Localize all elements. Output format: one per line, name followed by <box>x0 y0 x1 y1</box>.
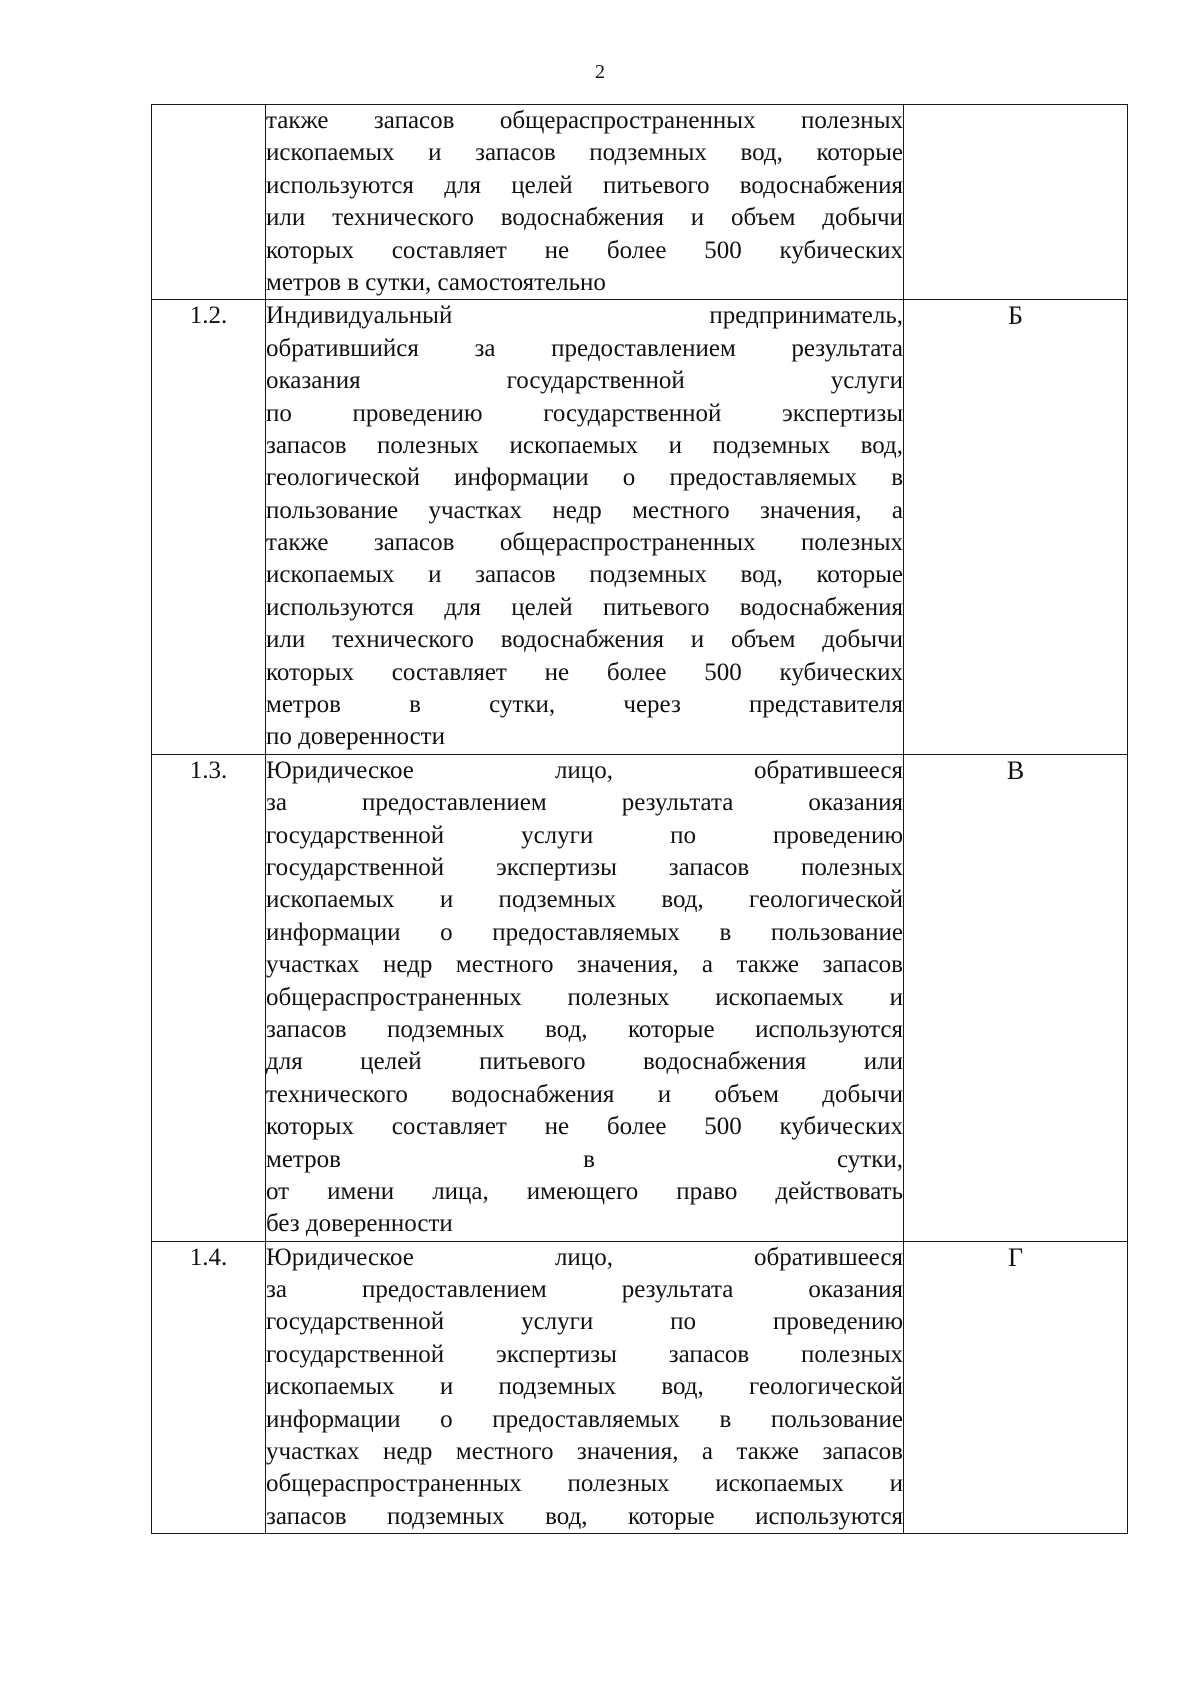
description-line: общераспространенных полезных ископаемых и <box>266 1470 903 1498</box>
description-line: пользование участках недр местного значения, а <box>266 496 903 524</box>
description-line: общераспространенных полезных ископаемых и <box>266 983 903 1011</box>
description-cell <box>266 754 904 1241</box>
description-line: за предоставлением результата оказания <box>266 789 903 817</box>
description-line: которых составляет не более 500 кубических <box>266 1113 903 1141</box>
description-cell <box>266 1241 904 1534</box>
description-line: метров в сутки, <box>266 1145 903 1173</box>
description-line: информации о предоставляемых в пользование <box>266 918 903 946</box>
category-code-cell: Г <box>904 1241 1128 1534</box>
description-line: ископаемых и подземных вод, геологической <box>266 1373 903 1401</box>
description-line: запасов подземных вод, которые используются <box>266 1502 903 1530</box>
description-cell <box>266 300 904 754</box>
description-line: ископаемых и запасов подземных вод, которые <box>266 139 903 167</box>
table-row <box>152 300 1128 754</box>
category-code-cell: В <box>904 754 1128 1241</box>
description-line: ископаемых и запасов подземных вод, которые <box>266 561 903 589</box>
description-line: технического водоснабжения и объем добычи <box>266 1080 903 1108</box>
description-line: Юридическое лицо, обратившееся <box>266 1243 903 1271</box>
description-line: без доверенности <box>266 1210 453 1238</box>
description-line: обратившийся за предоставлением результата <box>266 334 903 362</box>
description-line: или технического водоснабжения и объем добычи <box>266 626 903 654</box>
description-line: ископаемых и подземных вод, геологической <box>266 886 903 914</box>
description-line: государственной услуги по проведению <box>266 1308 903 1336</box>
row-number-cell <box>152 105 266 300</box>
description-line: Индивидуальный предприниматель, <box>266 302 903 330</box>
document-table <box>151 104 1128 1534</box>
description-line: метров в сутки, самостоятельно <box>266 268 606 296</box>
description-line: за предоставлением результата оказания <box>266 1276 903 1304</box>
description-line: которых составляет не более 500 кубических <box>266 236 903 264</box>
row-number-cell: 1.4. <box>152 1241 266 1534</box>
description-line: или технического водоснабжения и объем добычи <box>266 204 903 232</box>
table-body <box>152 105 1128 1534</box>
description-line: по проведению государственной экспертизы <box>266 399 903 427</box>
description-line: запасов подземных вод, которые используются <box>266 1015 903 1043</box>
description-line: по доверенности <box>266 723 445 751</box>
description-line: оказания государственной услуги <box>266 367 903 395</box>
description-line: государственной экспертизы запасов полезных <box>266 1340 903 1368</box>
description-line: участках недр местного значения, а также запасов <box>266 1438 903 1466</box>
description-line: участках недр местного значения, а также запасов <box>266 951 903 979</box>
description-line: геологической информации о предоставляемых в <box>266 464 903 492</box>
description-line: государственной услуги по проведению <box>266 821 903 849</box>
description-line: запасов полезных ископаемых и подземных вод, <box>266 431 903 459</box>
description-line: также запасов общераспространенных полезных <box>266 529 903 557</box>
row-number-cell: 1.3. <box>152 754 266 1241</box>
row-number-cell: 1.2. <box>152 300 266 754</box>
category-code-cell: Б <box>904 300 1128 754</box>
table-row <box>152 754 1128 1241</box>
description-line: от имени лица, имеющего право действовать <box>266 1177 903 1205</box>
description-line: используются для целей питьевого водоснабжения <box>266 593 903 621</box>
table-row <box>152 105 1128 300</box>
description-line: информации о предоставляемых в пользование <box>266 1405 903 1433</box>
page-number: 2 <box>595 61 605 83</box>
description-line: используются для целей питьевого водоснабжения <box>266 171 903 199</box>
category-code-cell <box>904 105 1128 300</box>
description-line: метров в сутки, через представителя <box>266 691 903 719</box>
table-row <box>152 1241 1128 1534</box>
description-line: государственной экспертизы запасов полезных <box>266 853 903 881</box>
description-line: Юридическое лицо, обратившееся <box>266 756 903 784</box>
description-line: для целей питьевого водоснабжения или <box>266 1048 903 1076</box>
description-line: также запасов общераспространенных полезных <box>266 107 903 134</box>
description-line: которых составляет не более 500 кубических <box>266 658 903 686</box>
description-cell <box>266 105 904 300</box>
